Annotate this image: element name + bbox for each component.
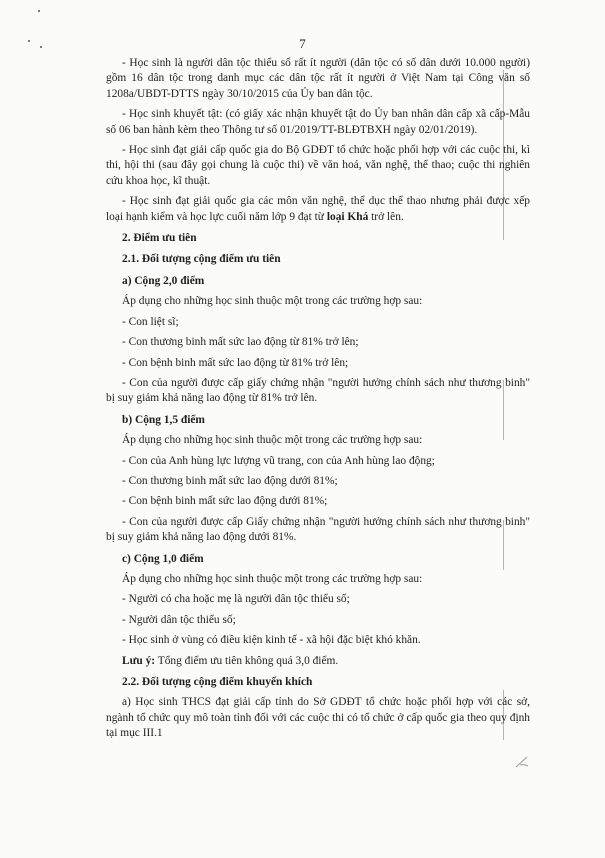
- subsection-heading: 2.2. Đối tượng cộng điểm khuyến khích: [122, 676, 313, 688]
- paragraph: - Học sinh là người dân tộc thiểu số rất ít người (dân tộc có số dân dưới 10.000 người) gồm 16 dân tộc trong danh mục các dân tộc rất ít người ở Việt Nam tại Công văn số 1208a/UBDT-DTTS ngày 30/10/2015 của Ủy ban dân tộc.: [106, 57, 530, 100]
- note-label: Lưu ý:: [122, 654, 156, 667]
- list-item: - Người dân tộc thiểu số;: [122, 613, 236, 626]
- list-item: - Con bệnh binh mất sức lao động dưới 81%;: [122, 495, 328, 508]
- document-body: [106, 56, 530, 742]
- list-item: - Con bệnh binh mất sức lao động từ 81% trở lên;: [122, 356, 349, 369]
- list-item: - Người có cha hoặc mẹ là người dân tộc thiểu số;: [122, 593, 350, 606]
- section-heading: 2. Điểm ưu tiên: [122, 232, 197, 245]
- paragraph-text: trở lên.: [368, 210, 404, 223]
- list-item: - Con của Anh hùng lực lượng vũ trang, con của Anh hùng lao động;: [122, 454, 435, 467]
- page-number: 7: [299, 36, 306, 51]
- initial-mark: [515, 755, 529, 769]
- list-item: - Con của người được cấp giấy chứng nhận "người hưởng chính sách như thương binh" bị suy giảm khả năng lao động từ 81% trở lên.: [106, 376, 530, 405]
- bold-phrase: loại Khá: [326, 210, 369, 223]
- paragraph: - Học sinh khuyết tật: (có giấy xác nhận khuyết tật do Ủy ban nhân dân cấp xã cấp-Mẫu số 06 ban hành kèm theo Thông tư số 01/2019/TT-BLĐTBXH ngày 02/01/2019).: [106, 108, 530, 136]
- group-b-intro: Áp dụng cho những học sinh thuộc một trong các trường hợp sau:: [122, 434, 423, 447]
- note-text: Tổng điểm ưu tiên không quá 3,0 điểm.: [155, 654, 339, 667]
- paragraph-good-rating: [106, 194, 530, 225]
- paragraph-text: - Học sinh đạt giải quốc gia các môn văn nghệ, thể dục thể thao nhưng phải được xếp loại hạnh kiểm và học lực cuối năm lớp 9 đạt từ: [106, 195, 530, 223]
- note: [106, 654, 530, 669]
- paragraph: - Học sinh đạt giải cấp quốc gia do Bộ GDĐT tổ chức hoặc phối hợp với các cuộc thi, kì thi, hội thi (sau đây gọi chung là cuộc thi) về văn hoá, văn nghệ, thể thao; cuộc thi nghiên cứu khoa học, kĩ thuật.: [106, 144, 530, 187]
- list-item: - Học sinh ở vùng có điều kiện kinh tế - xã hội đặc biệt khó khăn.: [122, 634, 421, 647]
- list-item: - Con liệt sĩ;: [122, 315, 179, 328]
- group-c-intro: Áp dụng cho những học sinh thuộc một trong các trường hợp sau:: [122, 572, 423, 585]
- list-item: - Con thương binh mất sức lao động từ 81% trở lên;: [122, 336, 359, 349]
- group-c-title: c) Cộng 1,0 điểm: [122, 552, 204, 565]
- list-item: - Con thương binh mất sức lao động dưới 81%;: [122, 474, 338, 487]
- scan-speck: [38, 10, 40, 12]
- group-a-title: a) Cộng 2,0 điểm: [122, 274, 205, 287]
- paragraph: a) Học sinh THCS đạt giải cấp tỉnh do Sở GDĐT tổ chức hoặc phối hợp với các sở, ngành tổ chức quy mô toàn tỉnh đối với các cuộc thi có tổ chức ở cấp quốc gia theo quy định tại mục III.1: [106, 696, 530, 740]
- list-item: - Con của người được cấp Giấy chứng nhận "người hưởng chính sách như thương binh" bị suy giảm khả năng lao động dưới 81%.: [106, 515, 530, 544]
- group-a-intro: Áp dụng cho những học sinh thuộc một trong các trường hợp sau:: [122, 295, 423, 308]
- subsection-heading: 2.1. Đối tượng cộng điểm ưu tiên: [122, 253, 281, 266]
- group-b-title: b) Cộng 1,5 điểm: [122, 413, 205, 426]
